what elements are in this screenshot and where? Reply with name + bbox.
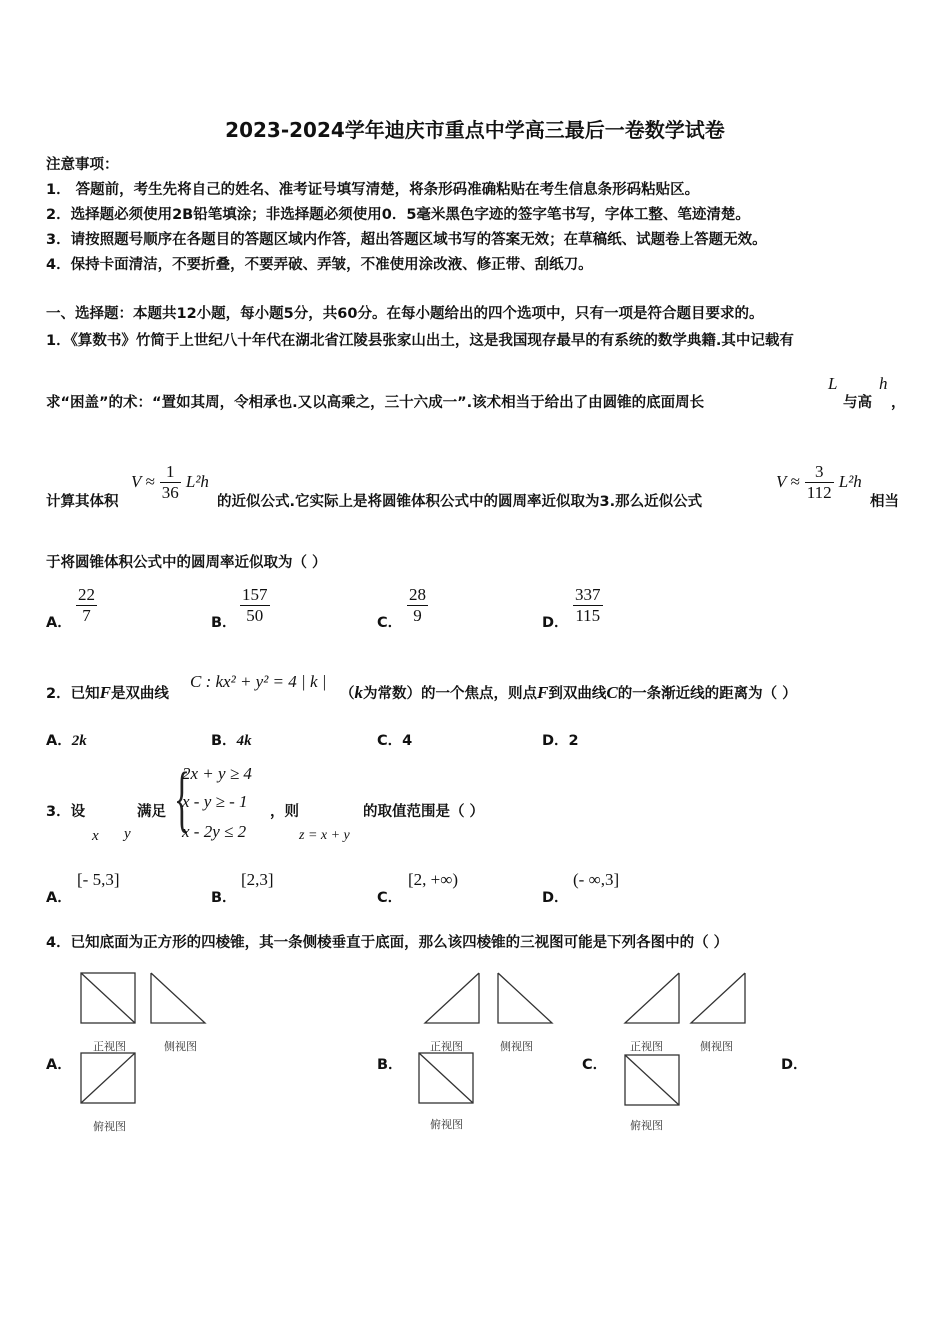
top-view-diagram bbox=[624, 1054, 680, 1106]
option-c-value: [2, +∞) bbox=[408, 870, 459, 889]
caption-side: 侧视图 bbox=[164, 1040, 197, 1053]
q1-text: 计算其体积 bbox=[46, 494, 119, 510]
option-b-value bbox=[240, 585, 270, 626]
notice-item: 1． 答题前，考生先将自己的姓名、准考证号填写清楚，将条形码准确粘贴在考生信息条形码粘贴区。 bbox=[46, 182, 700, 198]
math-F: F bbox=[99, 683, 111, 702]
q1-text: ， bbox=[891, 395, 906, 411]
q3-text: ，则 bbox=[270, 804, 299, 820]
fraction bbox=[805, 462, 834, 503]
denominator: 7 bbox=[82, 606, 91, 625]
option-value: 2k bbox=[71, 733, 87, 749]
brace-symbol: { bbox=[174, 758, 190, 840]
math-L: L bbox=[828, 374, 838, 393]
option-c-label: C． bbox=[377, 615, 403, 631]
caption-side: 侧视图 bbox=[500, 1040, 533, 1053]
option-a-label: A． bbox=[46, 890, 72, 906]
caption-front: 正视图 bbox=[630, 1040, 663, 1053]
top-view-diagram bbox=[418, 1052, 474, 1104]
notice-heading: 注意事项： bbox=[46, 157, 119, 173]
option-label: C． bbox=[377, 733, 403, 749]
denominator: 112 bbox=[806, 483, 832, 502]
page-title: 2023-2024学年迪庆市重点中学高三最后一卷数学试卷 bbox=[225, 118, 725, 142]
option-d-value: (- ∞,3] bbox=[573, 870, 620, 889]
q2-text: 的一条渐近线的距离为（ ） bbox=[617, 686, 797, 702]
q4-text: 4．已知底面为正方形的四棱锥，其一条侧棱垂直于底面，那么该四棱锥的三视图可能是下列各图中的（ ） bbox=[46, 935, 729, 951]
option-d-label: D． bbox=[542, 890, 569, 906]
formula-tail: L²h bbox=[185, 472, 209, 491]
math-C: C bbox=[606, 683, 618, 702]
q1-line4: 于将圆锥体积公式中的圆周率近似取为（ ） bbox=[46, 555, 327, 571]
constraint-2: x - y ≥ - 1 bbox=[182, 792, 248, 811]
numerator: 1 bbox=[160, 462, 181, 483]
option-c-label: C． bbox=[377, 890, 403, 906]
formula-lhs: V ≈ bbox=[131, 472, 155, 491]
notice-item: 2．选择题必须使用2B铅笔填涂；非选择题必须使用0．5毫米黑色字迹的签字笔书写，字体工整、笔迹清楚。 bbox=[46, 207, 750, 223]
front-view-diagram bbox=[624, 972, 680, 1024]
option-a-label: A． bbox=[46, 615, 72, 631]
math-h: h bbox=[879, 374, 888, 393]
q2-line-rest bbox=[340, 682, 797, 703]
notice-item: 4．保持卡面清洁，不要折叠，不要弄破、弄皱，不准使用涂改液、修正带、刮纸刀。 bbox=[46, 257, 593, 273]
option-b-label: B． bbox=[211, 615, 237, 631]
caption-top: 俯视图 bbox=[430, 1118, 463, 1131]
q2-text: 2．已知 bbox=[46, 686, 100, 702]
formula-1 bbox=[131, 462, 209, 503]
option-value: 2 bbox=[568, 733, 579, 749]
constraint-3: x - 2y ≤ 2 bbox=[182, 822, 247, 841]
math-x: x bbox=[92, 828, 99, 844]
caption-front: 正视图 bbox=[93, 1040, 126, 1053]
math-y: y bbox=[124, 826, 131, 842]
option-c-label: C． bbox=[582, 1057, 608, 1073]
formula-lhs: V ≈ bbox=[776, 472, 800, 491]
option-b bbox=[211, 729, 252, 750]
option-a-label: A． bbox=[46, 1057, 72, 1073]
q1-line1: 1．《算数书》竹简于上世纪八十年代在湖北省江陵县张家山出土，这是我国现存最早的有系统的数学典籍.其中记载有 bbox=[46, 333, 794, 349]
section-heading: 一、选择题：本题共12小题，每小题5分，共60分。在每小题给出的四个选项中，只有一项是符合题目要求的。 bbox=[46, 306, 764, 322]
option-a-value: [- 5,3] bbox=[77, 870, 120, 889]
option-c bbox=[377, 729, 412, 750]
denominator: 115 bbox=[575, 606, 601, 625]
top-view-diagram bbox=[80, 1052, 136, 1104]
option-b-label: B． bbox=[211, 890, 237, 906]
q3-text: 3．设 bbox=[46, 804, 86, 820]
denominator: 50 bbox=[246, 606, 264, 625]
option-a-value bbox=[76, 585, 97, 626]
option-d bbox=[542, 729, 579, 750]
math-hyperbola: C : kx² + y² = 4 | k | bbox=[190, 672, 327, 691]
option-value: 4k bbox=[236, 733, 252, 749]
option-d-label: D． bbox=[781, 1057, 808, 1073]
front-view-diagram bbox=[424, 972, 480, 1024]
constraint-1: 2x + y ≥ 4 bbox=[182, 764, 252, 783]
q1-text: 的近似公式.它实际上是将圆锥体积公式中的圆周率近似取为3.那么近似公式 bbox=[217, 494, 703, 510]
option-b-label: B． bbox=[377, 1057, 403, 1073]
q1-text: 求“困盖”的术：“置如其周，令相承也.又以高乘之，三十六成一”.该术相当于给出了由圆锥的底面周长 bbox=[46, 395, 705, 411]
caption-side: 侧视图 bbox=[700, 1040, 733, 1053]
option-b-value: [2,3] bbox=[241, 870, 274, 889]
math-z: z = x + y bbox=[299, 828, 350, 843]
q2-text: 为常数）的一个焦点，则点 bbox=[363, 686, 537, 702]
q2-text: （ bbox=[340, 686, 355, 702]
fraction bbox=[160, 462, 181, 503]
numerator: 28 bbox=[409, 585, 426, 604]
side-view-diagram bbox=[690, 972, 746, 1024]
formula-tail: L²h bbox=[838, 472, 862, 491]
q1-line2 bbox=[46, 391, 704, 412]
caption-front: 正视图 bbox=[430, 1040, 463, 1053]
math-k: k bbox=[354, 683, 363, 702]
math-F: F bbox=[537, 683, 549, 702]
numerator: 337 bbox=[575, 585, 601, 604]
option-value: 4 bbox=[402, 733, 413, 749]
option-a bbox=[46, 729, 87, 750]
numerator: 3 bbox=[805, 462, 834, 483]
denominator: 36 bbox=[161, 483, 179, 502]
q3-text: 满足 bbox=[137, 804, 166, 820]
option-label: B． bbox=[211, 733, 237, 749]
side-view-diagram bbox=[150, 972, 206, 1024]
caption-top: 俯视图 bbox=[630, 1119, 663, 1132]
q2-text: 到双曲线 bbox=[548, 686, 607, 702]
option-label: A． bbox=[46, 733, 72, 749]
q3-text: 的取值范围是（ ） bbox=[363, 804, 485, 820]
denominator: 9 bbox=[413, 606, 422, 625]
option-c-value bbox=[407, 585, 428, 626]
q1-text: 与高 bbox=[843, 395, 872, 411]
option-d-label: D． bbox=[542, 615, 569, 631]
notice-item: 3．请按照题号顺序在各题目的答题区域内作答，超出答题区域书写的答案无效；在草稿纸、试题卷上答题无效。 bbox=[46, 232, 767, 248]
caption-top: 俯视图 bbox=[93, 1120, 126, 1133]
formula-2 bbox=[776, 462, 862, 503]
q1-text: 相当 bbox=[870, 494, 899, 510]
numerator: 157 bbox=[242, 585, 268, 604]
q2-line bbox=[46, 682, 169, 703]
option-label: D． bbox=[542, 733, 569, 749]
front-view-diagram bbox=[80, 972, 136, 1024]
numerator: 22 bbox=[78, 585, 95, 604]
q2-text: 是双曲线 bbox=[110, 686, 169, 702]
side-view-diagram bbox=[497, 972, 553, 1024]
option-d-value bbox=[573, 585, 603, 626]
